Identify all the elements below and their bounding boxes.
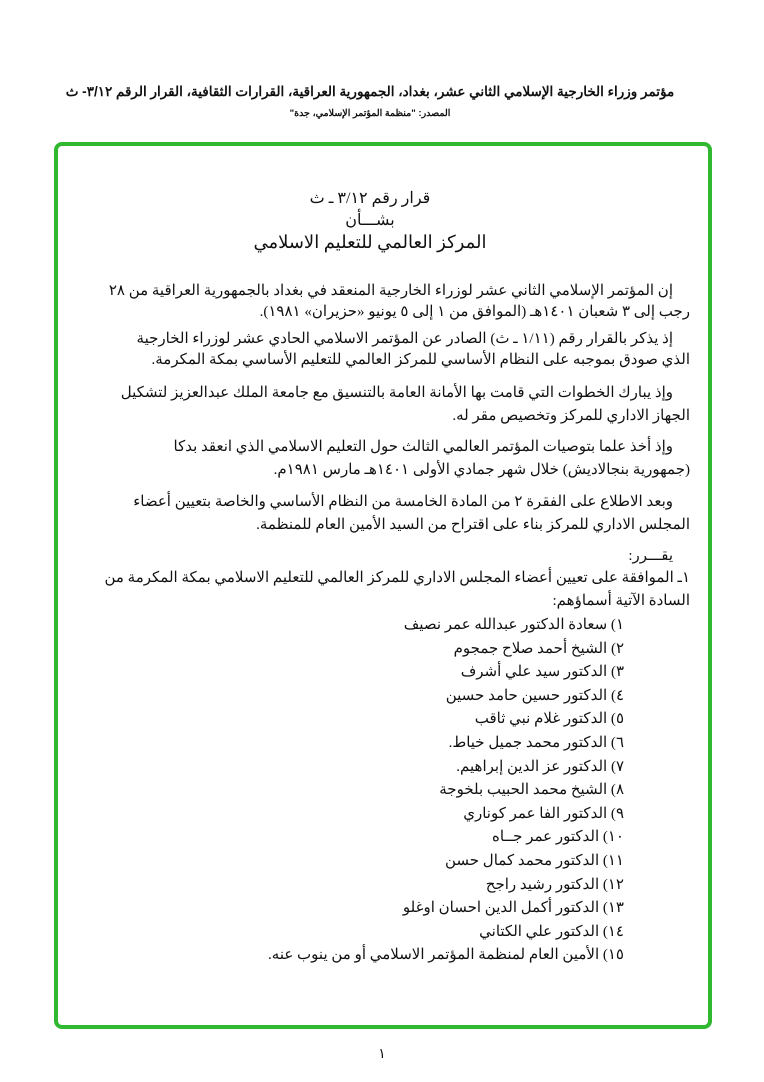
paragraph-line: وإذ يبارك الخطوات التي قامت بها الأمانة العامة بالتنسيق مع جامعة الملك عبدالعزيز لتشكيل <box>120 385 673 401</box>
member-list-item: ٩) الدكتور الفا عمر كوناري <box>463 805 624 822</box>
decides-heading: يقـــرر: <box>628 548 673 564</box>
member-list-item: ١٤) الدكتور علي الكتاني <box>479 923 624 940</box>
member-list-item: ٦) الدكتور محمد جميل خياط. <box>448 735 624 751</box>
document-header-title: مؤتمر وزراء الخارجية الإسلامي الثاني عشر، بغداد، الجمهورية العراقية، القرارات الثقافية، القرار الرقم ٣/١٢- ث <box>65 84 675 99</box>
paragraph-line: رجب إلى ٣ شعبان ١٤٠١هـ (الموافق من ١ إلى ٥ يونيو «حزيران» ١٩٨١). <box>259 304 690 320</box>
paragraph-line: وبعد الاطلاع على الفقرة ٢ من المادة الخامسة من النظام الأساسي والخاصة بتعيين أعضاء <box>133 494 673 510</box>
paragraph-line: إن المؤتمر الإسلامي الثاني عشر لوزراء الخارجية المنعقد في بغداد بالجمهورية العراقية من ٢٨ <box>108 283 673 299</box>
paragraph-line: (جمهورية بنجالاديش) خلال شهر جمادي الأولى ١٤٠١هـ مارس ١٩٨١م. <box>273 462 690 478</box>
member-list-item: ١٣) الدكتور أكمل الدين احسان اوغلو <box>402 900 624 917</box>
member-list-item: ٨) الشيخ محمد الحبيب بلخوجة <box>439 782 624 799</box>
member-list-item: ١٢) الدكتور رشيد راجح <box>485 876 624 893</box>
paragraph-line: إذ يذكر بالقرار رقم (١/١١ ـ ث) الصادر عن المؤتمر الاسلامي الحادي عشر لوزراء الخارجية <box>136 331 673 347</box>
member-list-item: ١١) الدكتور محمد كمال حسن <box>444 853 624 869</box>
paragraph-line: وإذ أخذ علما بتوصيات المؤتمر العالمي الثالث حول التعليم الاسلامي الذي انعقد بدكا <box>173 439 673 455</box>
resolution-number: قرار رقم ٣/١٢ ـ ث <box>309 190 431 207</box>
member-list-item: ١٠) الدكتور عمر جــاه <box>491 829 624 846</box>
page-number: ١ <box>378 1047 386 1062</box>
paragraph-line: الذي صودق بموجبه على النظام الأساسي للمركز العالمي للتعليم الأساسي بمكة المكرمة. <box>151 352 690 368</box>
member-list-item: ١٥) الأمين العام لمنظمة المؤتمر الاسلامي أو من ينوب عنه. <box>268 947 624 964</box>
member-list-item: ٢) الشيخ أحمد صلاح جمجوم <box>453 640 624 657</box>
resolution-subject: المركز العالمي للتعليم الاسلامي <box>253 232 487 252</box>
member-list-item: ٤) الدكتور حسين حامد حسين <box>445 687 624 704</box>
regarding-label: بشـــأن <box>345 212 395 229</box>
decision-item-line: ١ـ الموافقة على تعيين أعضاء المجلس الاداري للمركز العالمي للتعليم الاسلامي بمكة المكرمة من <box>104 570 690 586</box>
member-list-item: ٣) الدكتور سيد علي أشرف <box>460 664 624 681</box>
decision-item-line: السادة الآتية أسماؤهم: <box>552 593 690 609</box>
document-source: المصدر: "منظمة المؤتمر الإسلامي، جدة" <box>289 108 451 119</box>
paragraph-line: الجهاز الاداري للمركز وتخصيص مقر له. <box>452 408 690 424</box>
member-list-item: ٧) الدكتور عز الدين إبراهيم. <box>456 758 624 775</box>
member-list-item: ٥) الدكتور غلام نبي ثاقب <box>474 711 624 728</box>
member-list-item: ١) سعادة الدكتور عبدالله عمر نصيف <box>403 617 624 633</box>
paragraph-line: المجلس الاداري للمركز بناء على اقتراح من السيد الأمين العام للمنظمة. <box>256 517 690 533</box>
